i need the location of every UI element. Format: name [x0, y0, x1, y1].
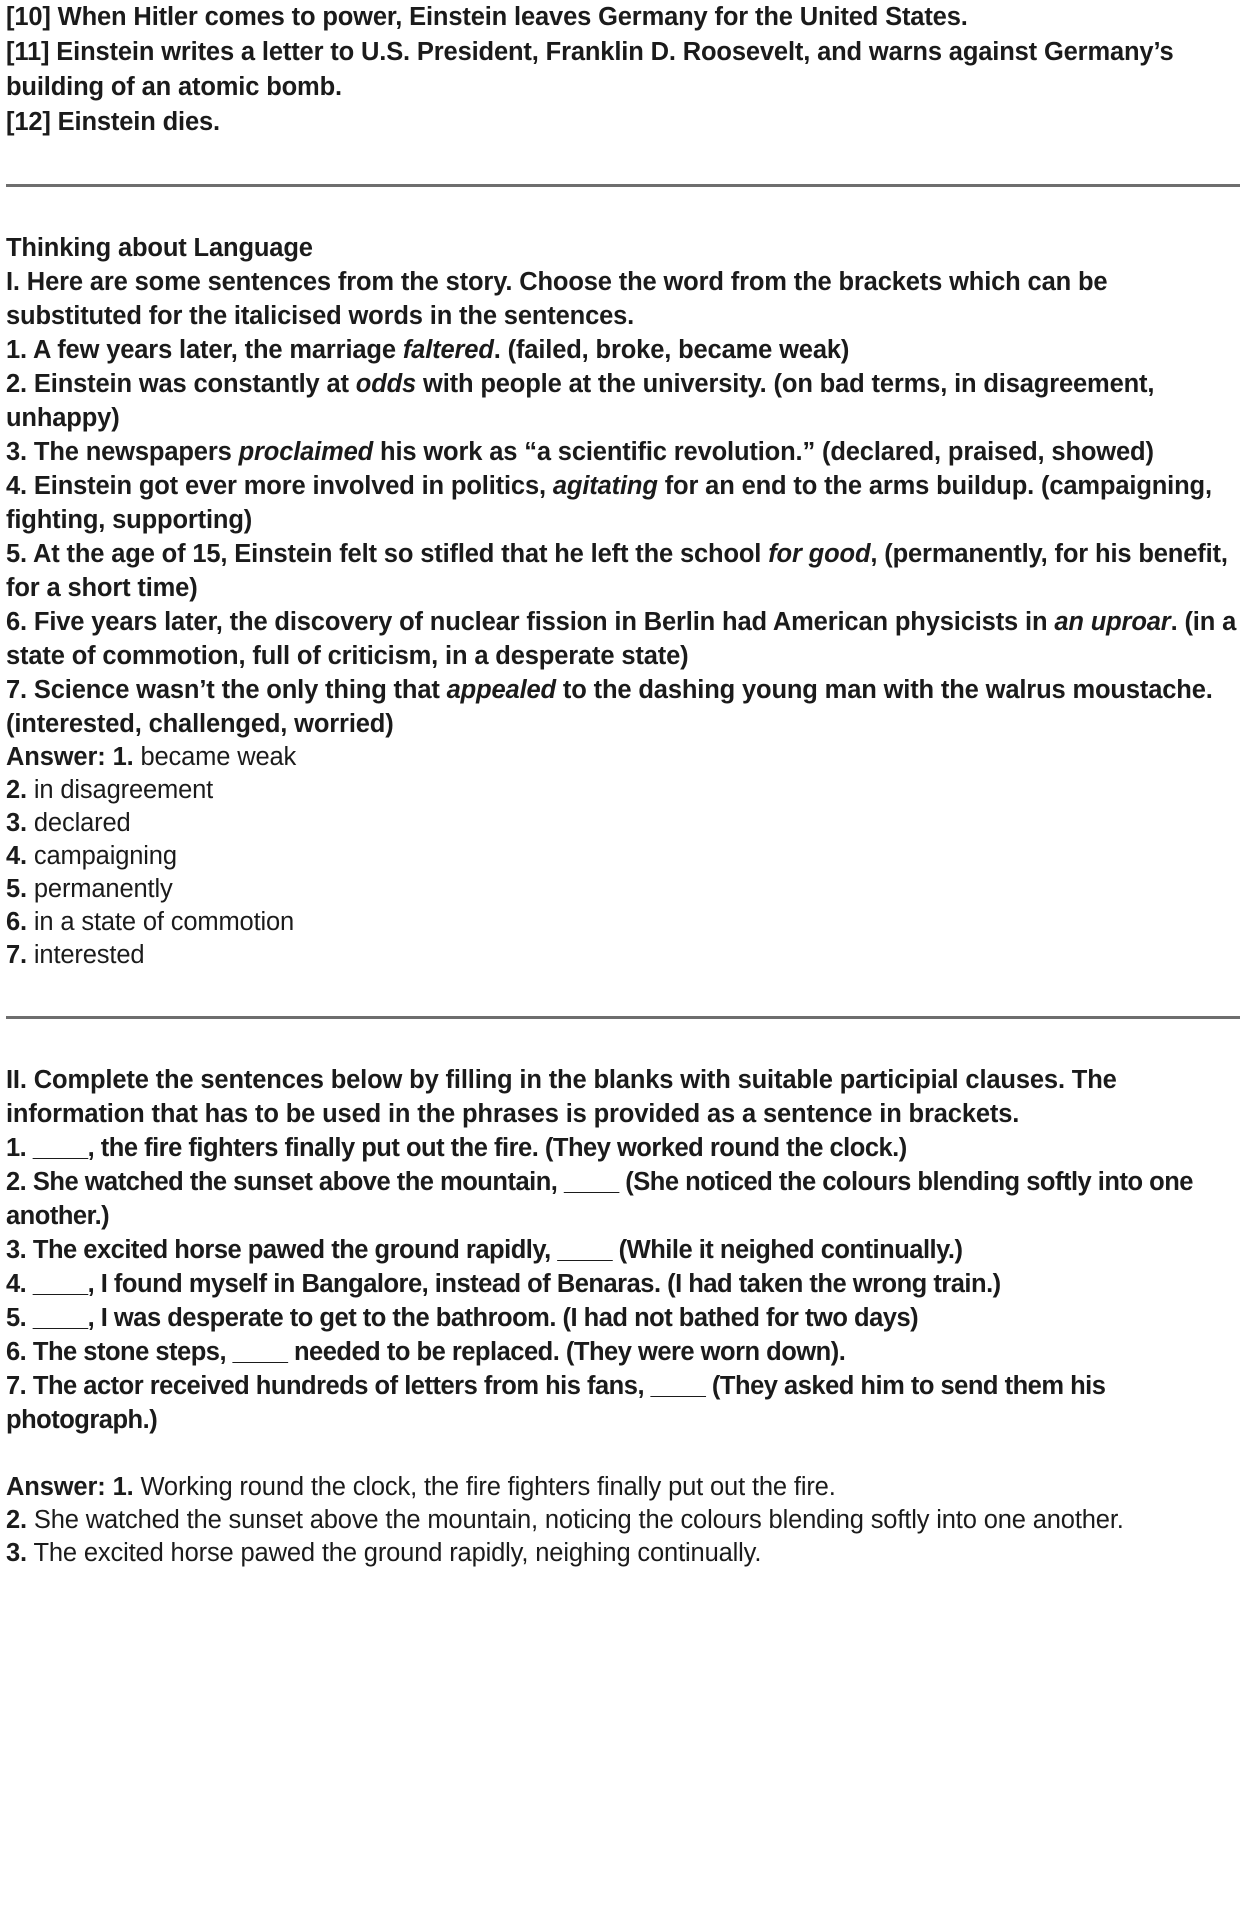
section-instruction [6, 1063, 1240, 1131]
answer-number: 2. [6, 776, 27, 804]
question-text-before: Einstein was constantly at [26, 370, 356, 398]
answer-item [6, 1537, 1240, 1570]
answer-number: 3. [6, 1539, 27, 1567]
question-text-after: . (in a state of commotion, full of criticism, in a desperate state) [6, 608, 1237, 670]
answer-number: 7. [6, 941, 27, 969]
question-italic-word: agitating [552, 472, 658, 500]
question-text-after: , (permanently, for his benefit, for a short time) [6, 540, 1228, 602]
timeline-list [6, 0, 1240, 140]
question-item [6, 537, 1240, 605]
answer-item [6, 873, 1240, 906]
question-text-after: . (failed, broke, became weak) [493, 336, 850, 364]
timeline-item [6, 105, 1240, 140]
timeline-item [6, 0, 1240, 35]
question-number: 3. [6, 1236, 27, 1264]
question-number: 2. [6, 1168, 27, 1196]
spacer [6, 140, 1240, 184]
question-item [6, 1369, 1240, 1437]
section-heading: Thinking about Language [6, 234, 313, 262]
question-number: 7. [6, 1372, 27, 1400]
question-italic-word: faltered [402, 336, 494, 364]
question-item [6, 1131, 1240, 1165]
answer-item [6, 906, 1240, 939]
answer-list [6, 1471, 1240, 1570]
question-item [6, 333, 1240, 367]
question-text: The stone steps, ____ needed to be replaced. (They were worn down). [26, 1338, 846, 1366]
answer-number: 2. [6, 1506, 27, 1534]
question-italic-word: an uproar [1054, 608, 1171, 636]
answer-item [6, 840, 1240, 873]
question-text-after: his work as “a scientific revolution.” (declared, praised, showed) [373, 438, 1154, 466]
answer-list [6, 741, 1240, 972]
question-number: 6. [6, 608, 27, 636]
question-number: 1. [6, 336, 27, 364]
timeline-marker: [12] [6, 108, 51, 136]
question-number: 1. [6, 1134, 27, 1162]
answer-text: permanently [26, 875, 173, 903]
question-italic-word: appealed [446, 676, 556, 704]
instruction-number: I. [6, 268, 20, 296]
spacer [6, 972, 1240, 1016]
spacer [6, 187, 1240, 231]
question-item [6, 673, 1240, 741]
answer-number: 4. [6, 842, 27, 870]
answer-text: The excited horse pawed the ground rapidly, neighing continually. [26, 1539, 762, 1567]
question-number: 2. [6, 370, 27, 398]
question-italic-word: for good [768, 540, 871, 568]
answer-label: Answer: [6, 1473, 106, 1501]
question-text-before: A few years later, the marriage [26, 336, 403, 364]
spacer [6, 1019, 1240, 1063]
section-thinking-about-language [6, 231, 1240, 972]
question-number: 3. [6, 438, 27, 466]
question-text: ____, the fire fighters finally put out the fire. (They worked round the clock.) [26, 1134, 907, 1162]
question-text: The excited horse pawed the ground rapidly, ____ (While it neighed continually.) [26, 1236, 963, 1264]
answer-text: became weak [133, 743, 297, 771]
question-text-before: Five years later, the discovery of nuclear fission in Berlin had American physicists in [26, 608, 1055, 636]
timeline-marker: [10] [6, 3, 51, 31]
answer-item [6, 1504, 1240, 1537]
question-number: 6. [6, 1338, 27, 1366]
answer-number: 1. [112, 743, 134, 771]
question-item [6, 469, 1240, 537]
answer-item [6, 807, 1240, 840]
question-item [6, 605, 1240, 673]
answer-text: in disagreement [26, 776, 214, 804]
question-number: 4. [6, 472, 27, 500]
timeline-item [6, 35, 1240, 105]
question-text-before: The newspapers [26, 438, 239, 466]
question-number: 5. [6, 1304, 27, 1332]
question-text-after: for an end to the arms buildup. (campaigning, fighting, supporting) [6, 472, 1212, 534]
instruction-text: Complete the sentences below by filling in the blanks with suitable participial clauses. The information that has to be used in the phrases is provided as a sentence in brackets. [6, 1066, 1117, 1128]
answer-text: in a state of commotion [26, 908, 295, 936]
question-text-before: At the age of 15, Einstein felt so stifled that he left the school [26, 540, 769, 568]
question-item [6, 1233, 1240, 1267]
answer-text: campaigning [26, 842, 177, 870]
spacer [6, 1437, 1240, 1471]
question-item [6, 367, 1240, 435]
answer-text: declared [26, 809, 131, 837]
timeline-text: Einstein dies. [50, 108, 220, 136]
question-italic-word: proclaimed [238, 438, 374, 466]
answer-text: She watched the sunset above the mountain, noticing the colours blending softly into one another. [26, 1506, 1124, 1534]
answer-number: 3. [6, 809, 27, 837]
answer-item [6, 741, 1240, 774]
section-instruction [6, 265, 1240, 333]
answer-text: Working round the clock, the fire fighters finally put out the fire. [133, 1473, 836, 1501]
answer-number: 1. [112, 1473, 134, 1501]
question-item [6, 1165, 1240, 1233]
question-text-before: Einstein got ever more involved in politics, [26, 472, 553, 500]
question-text: The actor received hundreds of letters from his fans, ____ (They asked him to send them his photograph.) [6, 1372, 1106, 1434]
question-item [6, 1335, 1240, 1369]
question-text: She watched the sunset above the mountain, ____ (She noticed the colours blending softly into one another.) [6, 1168, 1193, 1230]
instruction-number: II. [6, 1066, 27, 1094]
question-text-before: Science wasn’t the only thing that [26, 676, 447, 704]
question-item [6, 1301, 1240, 1335]
section-participial-clauses [6, 1063, 1240, 1570]
question-text: ____, I was desperate to get to the bathroom. (I had not bathed for two days) [26, 1304, 919, 1332]
answer-item [6, 774, 1240, 807]
answer-number: 5. [6, 875, 27, 903]
question-italic-word: odds [355, 370, 417, 398]
question-item [6, 435, 1240, 469]
question-text-after: with people at the university. (on bad terms, in disagreement, unhappy) [6, 370, 1155, 432]
question-number: 5. [6, 540, 27, 568]
answer-text: interested [26, 941, 145, 969]
question-text: ____, I found myself in Bangalore, instead of Benaras. (I had taken the wrong train.) [26, 1270, 1001, 1298]
answer-item [6, 939, 1240, 972]
question-item [6, 1267, 1240, 1301]
instruction-text: Here are some sentences from the story. Choose the word from the brackets which can be substituted for the italicised words in the sentences. [6, 268, 1108, 330]
answer-label: Answer: [6, 743, 106, 771]
question-text-after: to the dashing young man with the walrus moustache. (interested, challenged, worried) [6, 676, 1213, 738]
question-number: 7. [6, 676, 27, 704]
question-number: 4. [6, 1270, 27, 1298]
timeline-marker: [11] [6, 38, 50, 66]
answer-number: 6. [6, 908, 27, 936]
timeline-text: When Hitler comes to power, Einstein leaves Germany for the United States. [50, 3, 968, 31]
timeline-text: Einstein writes a letter to U.S. President, Franklin D. Roosevelt, and warns against Germany’s building of an atomic bomb. [6, 38, 1174, 101]
answer-item [6, 1471, 1240, 1504]
